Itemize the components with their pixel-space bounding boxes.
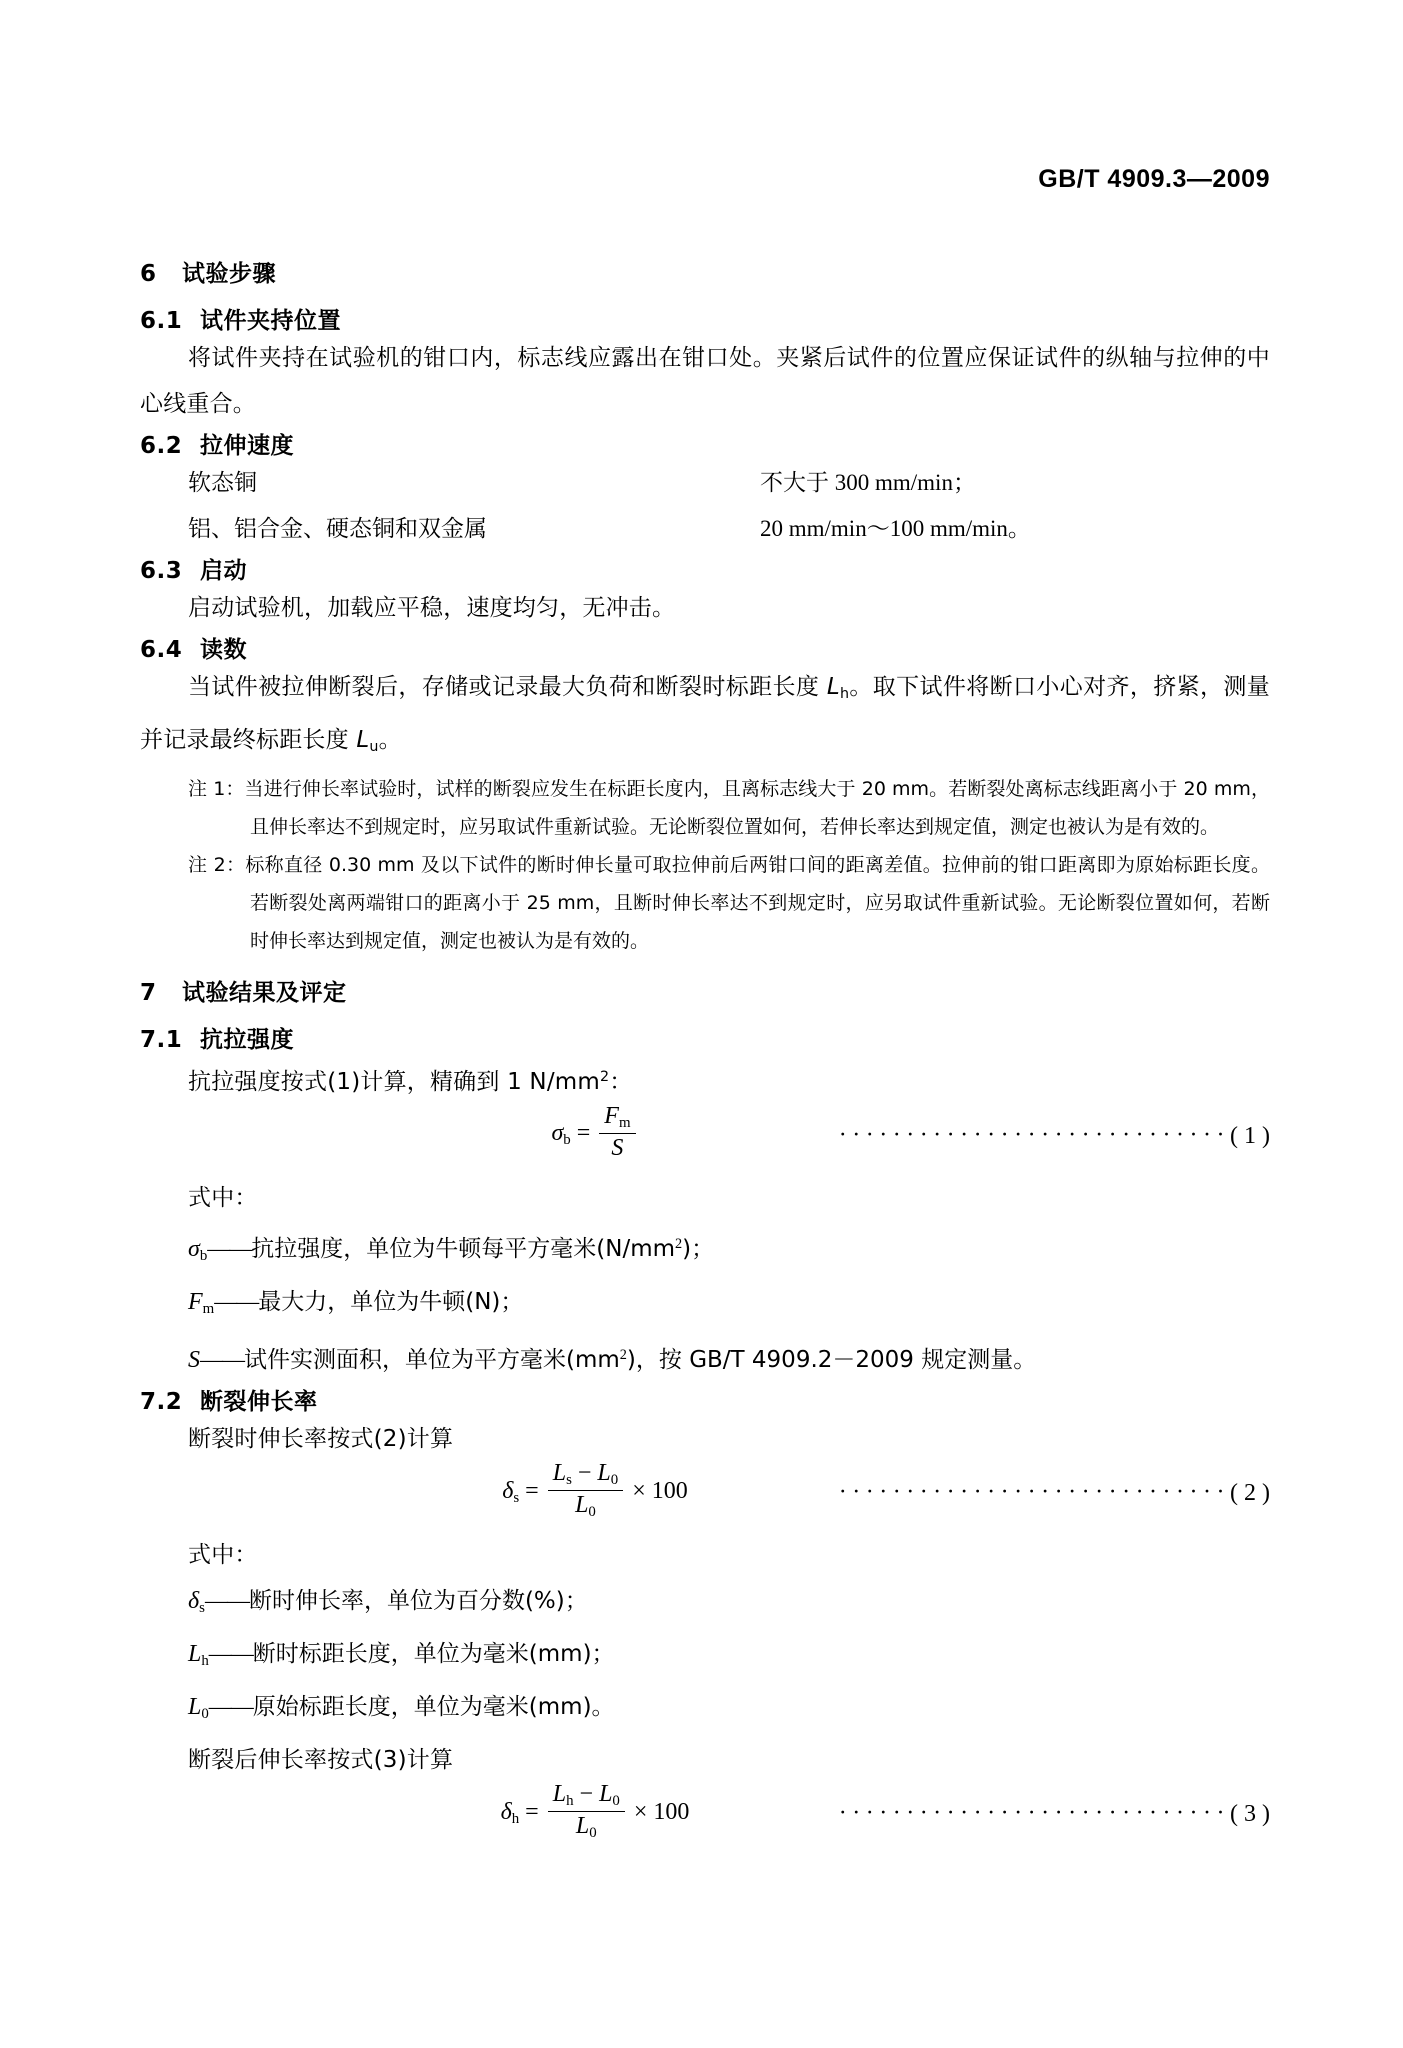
formula-2-lhs: $\delta_s$ xyxy=(502,1477,520,1507)
definition-symbol: $L_h$ xyxy=(188,1640,209,1670)
definition-symbol: $F_m$ xyxy=(188,1288,215,1317)
heading-section-7-1 xyxy=(140,1021,1270,1054)
formula-3-number: ( 3 ) xyxy=(1230,1801,1270,1828)
formula-3-numerator: $L_h - L_0$ xyxy=(548,1781,625,1812)
heading-section-7-2-number: 7.2 xyxy=(140,1388,183,1415)
note-1-label: 注 1： xyxy=(188,777,245,800)
formula-3-equals: = xyxy=(525,1799,539,1826)
heading-section-6-3 xyxy=(140,552,1270,585)
formula-2-denominator: $L_0$ xyxy=(575,1491,596,1521)
formula-2-multiplier: × 100 xyxy=(632,1477,688,1504)
formula-2-numerator: $L_s - L_0$ xyxy=(548,1460,624,1491)
leader-dots: ····························· xyxy=(838,1800,1231,1827)
note-2-text: 标称直径 0.30 mm 及以下试件的断时伸长量可取拉伸前后两钳口间的距离差值。拉伸前的钳口距离即为原始标距长度。若断裂处离两端钳口的距离小于 25 mm，且断时伸长率达不到规定时，应另取试件重新试验。无论断裂位置如何，若断时伸长率达到规定值，测定也被认为是有效的。 xyxy=(245,853,1270,952)
heading-section-6-2 xyxy=(140,427,1270,460)
heading-section-6-1-title: 试件夹持位置 xyxy=(200,308,341,334)
note-2 xyxy=(140,846,1270,960)
definition-sup: 2 xyxy=(675,1235,683,1252)
definition-text-end: )，按 GB/T 4909.2－2009 规定测量。 xyxy=(626,1346,1037,1373)
speed-material: 软态铜 xyxy=(188,470,257,496)
formula-3-number-block xyxy=(839,1801,1270,1828)
formula-1-lhs: $\sigma_b$ xyxy=(551,1119,571,1149)
heading-section-6-2-title: 拉伸速度 xyxy=(200,433,294,459)
page-header-standard-number: GB/T 4909.3—2009 xyxy=(1038,165,1270,193)
note-1-text: 当进行伸长率试验时，试样的断裂应发生在标距长度内，且离标志线大于 20 mm。若断裂处离标志线距离小于 20 mm，且伸长率达不到规定时，应另取试件重新试验。无论断裂位置如何，若伸长率达到规定值，测定也被认为是有效的。 xyxy=(244,777,1270,838)
heading-section-6-3-number: 6.3 xyxy=(140,558,183,584)
paragraph-6-1: 将试件夹持在试验机的钳口内，标志线应露出在钳口处。夹紧后试件的位置应保证试件的纵轴与拉伸的中心线重合。 xyxy=(140,345,1270,417)
heading-section-6-1-number: 6.1 xyxy=(140,308,183,334)
where-label-7-1: 式中： xyxy=(188,1184,258,1211)
formula-1-numerator: $F_m$ xyxy=(599,1103,635,1134)
definition-sup: 2 xyxy=(619,1346,627,1363)
paragraph-6-3: 启动试验机，加载应平稳，速度均匀，无冲击。 xyxy=(188,595,676,621)
heading-section-7-2 xyxy=(140,1383,1270,1416)
speed-value xyxy=(760,460,976,506)
definition-dash: —— xyxy=(207,1235,252,1261)
paragraph-6-4-part-a: 当试件被拉伸断裂后，存储或记录最大负荷和断裂时标距长度 xyxy=(188,674,827,700)
formula-3-line xyxy=(140,1783,1270,1853)
formula-1-equals: = xyxy=(576,1119,591,1146)
paragraph-7-2-lead-2: 断裂后伸长率按式(3)计算 xyxy=(188,1747,454,1774)
heading-section-6-4-title: 读数 xyxy=(200,637,247,663)
definition-text-end: )； xyxy=(682,1235,715,1262)
definition-item xyxy=(140,1332,1270,1383)
speed-row xyxy=(140,460,1270,506)
note-1-body xyxy=(188,770,1270,846)
definition-dash: —— xyxy=(204,1587,249,1613)
formula-3-fraction xyxy=(548,1781,625,1842)
note-2-body xyxy=(188,846,1270,960)
heading-section-7-1-title: 抗拉强度 xyxy=(200,1026,294,1053)
definition-dash: —— xyxy=(208,1640,253,1666)
formula-2-equals: = xyxy=(525,1477,539,1504)
definition-text: 抗拉强度，单位为牛顿每平方毫米(N/mm xyxy=(251,1235,676,1262)
heading-section-6-2-number: 6.2 xyxy=(140,433,183,459)
paragraph-6-4-part-b: 。取下试件将断口小心对齐，挤紧，测量并记录最终标距长度 xyxy=(140,674,1270,753)
definition-text: 试件实测面积，单位为平方毫米(mm xyxy=(244,1346,620,1373)
heading-section-6-3-title: 启动 xyxy=(200,558,247,584)
speed-value xyxy=(760,506,1031,552)
paragraph-7-1-lead-sup: 2 xyxy=(600,1068,610,1085)
formula-2-line xyxy=(140,1459,1270,1532)
formula-3-denominator: $L_0$ xyxy=(575,1813,597,1842)
formula-1-number: ( 1 ) xyxy=(1230,1122,1270,1149)
formula-1-denominator: S xyxy=(611,1134,624,1161)
definition-text: 断时伸长率，单位为百分数(%)； xyxy=(248,1587,588,1614)
heading-section-6-4-number: 6.4 xyxy=(140,637,183,663)
heading-section-6-1 xyxy=(140,302,1270,335)
symbol-Lh: $L_h$ xyxy=(826,674,850,702)
paragraph-6-4-part-c: 。 xyxy=(378,726,402,753)
heading-section-7-number: 7 xyxy=(140,979,157,1006)
definition-text: 最大力，单位为牛顿(N)； xyxy=(258,1288,524,1315)
speed-value-prefix: 不大于 xyxy=(760,470,829,496)
leader-dots: ····························· xyxy=(838,1478,1231,1505)
paragraph-7-1-lead-a: 抗拉强度按式(1)计算，精确到 1 N/mm xyxy=(188,1068,600,1095)
heading-section-7-1-number: 7.1 xyxy=(140,1026,183,1053)
heading-section-7 xyxy=(140,974,1270,1007)
formula-1-number-block xyxy=(839,1123,1270,1150)
note-2-label: 注 2： xyxy=(188,853,246,876)
definition-item xyxy=(140,1684,1270,1737)
heading-section-7-2-title: 断裂伸长率 xyxy=(200,1388,318,1415)
heading-section-6-4 xyxy=(140,631,1270,664)
definition-dash: —— xyxy=(208,1694,253,1720)
formula-2-number: ( 2 ) xyxy=(1230,1479,1270,1506)
heading-section-6 xyxy=(140,255,1270,288)
definition-symbol: $L_0$ xyxy=(188,1694,209,1723)
speed-row xyxy=(140,506,1270,552)
definition-item xyxy=(140,1221,1270,1279)
definition-text: 断时标距长度，单位为毫米(mm)； xyxy=(252,1640,615,1667)
definition-symbol: S xyxy=(188,1346,200,1373)
definition-item xyxy=(140,1631,1270,1684)
formula-3-lhs: $\delta_h$ xyxy=(500,1799,520,1828)
formula-1-fraction xyxy=(599,1103,635,1162)
formula-1-line xyxy=(140,1102,1270,1175)
speed-value-number: 20 mm/min～100 mm/min。 xyxy=(760,516,1031,541)
heading-section-6-title: 试验步骤 xyxy=(182,261,276,287)
definition-item xyxy=(140,1578,1270,1631)
formula-2-number-block xyxy=(839,1480,1270,1507)
heading-section-6-number: 6 xyxy=(140,261,157,287)
definitions-7-1 xyxy=(140,1221,1270,1383)
formula-2-fraction xyxy=(548,1460,624,1521)
formula-3-multiplier: × 100 xyxy=(633,1799,690,1826)
symbol-Lu: $L_u$ xyxy=(356,726,379,755)
heading-section-7-title: 试验结果及评定 xyxy=(182,979,347,1006)
definitions-7-2 xyxy=(140,1578,1270,1737)
definition-dash: —— xyxy=(200,1346,244,1372)
paragraph-6-4 xyxy=(140,664,1270,770)
speed-material: 铝、铝合金、硬态铜和双金属 xyxy=(188,516,487,542)
page-content xyxy=(140,255,1270,1853)
paragraph-7-1-lead xyxy=(140,1054,1270,1105)
leader-dots: ····························· xyxy=(838,1121,1231,1148)
where-label-7-2: 式中： xyxy=(188,1541,258,1568)
definition-dash: —— xyxy=(214,1288,259,1314)
definition-symbol: $\delta_s$ xyxy=(188,1587,205,1616)
paragraph-7-1-lead-b: ： xyxy=(609,1068,633,1095)
note-1 xyxy=(140,770,1270,846)
definition-item xyxy=(140,1279,1270,1332)
definition-text: 原始标距长度，单位为毫米(mm)。 xyxy=(252,1694,615,1721)
definition-symbol: $\sigma_b$ xyxy=(188,1235,208,1264)
paragraph-7-2-lead-1: 断裂时伸长率按式(2)计算 xyxy=(188,1425,454,1452)
speed-value-number: 300 mm/min； xyxy=(834,470,976,495)
